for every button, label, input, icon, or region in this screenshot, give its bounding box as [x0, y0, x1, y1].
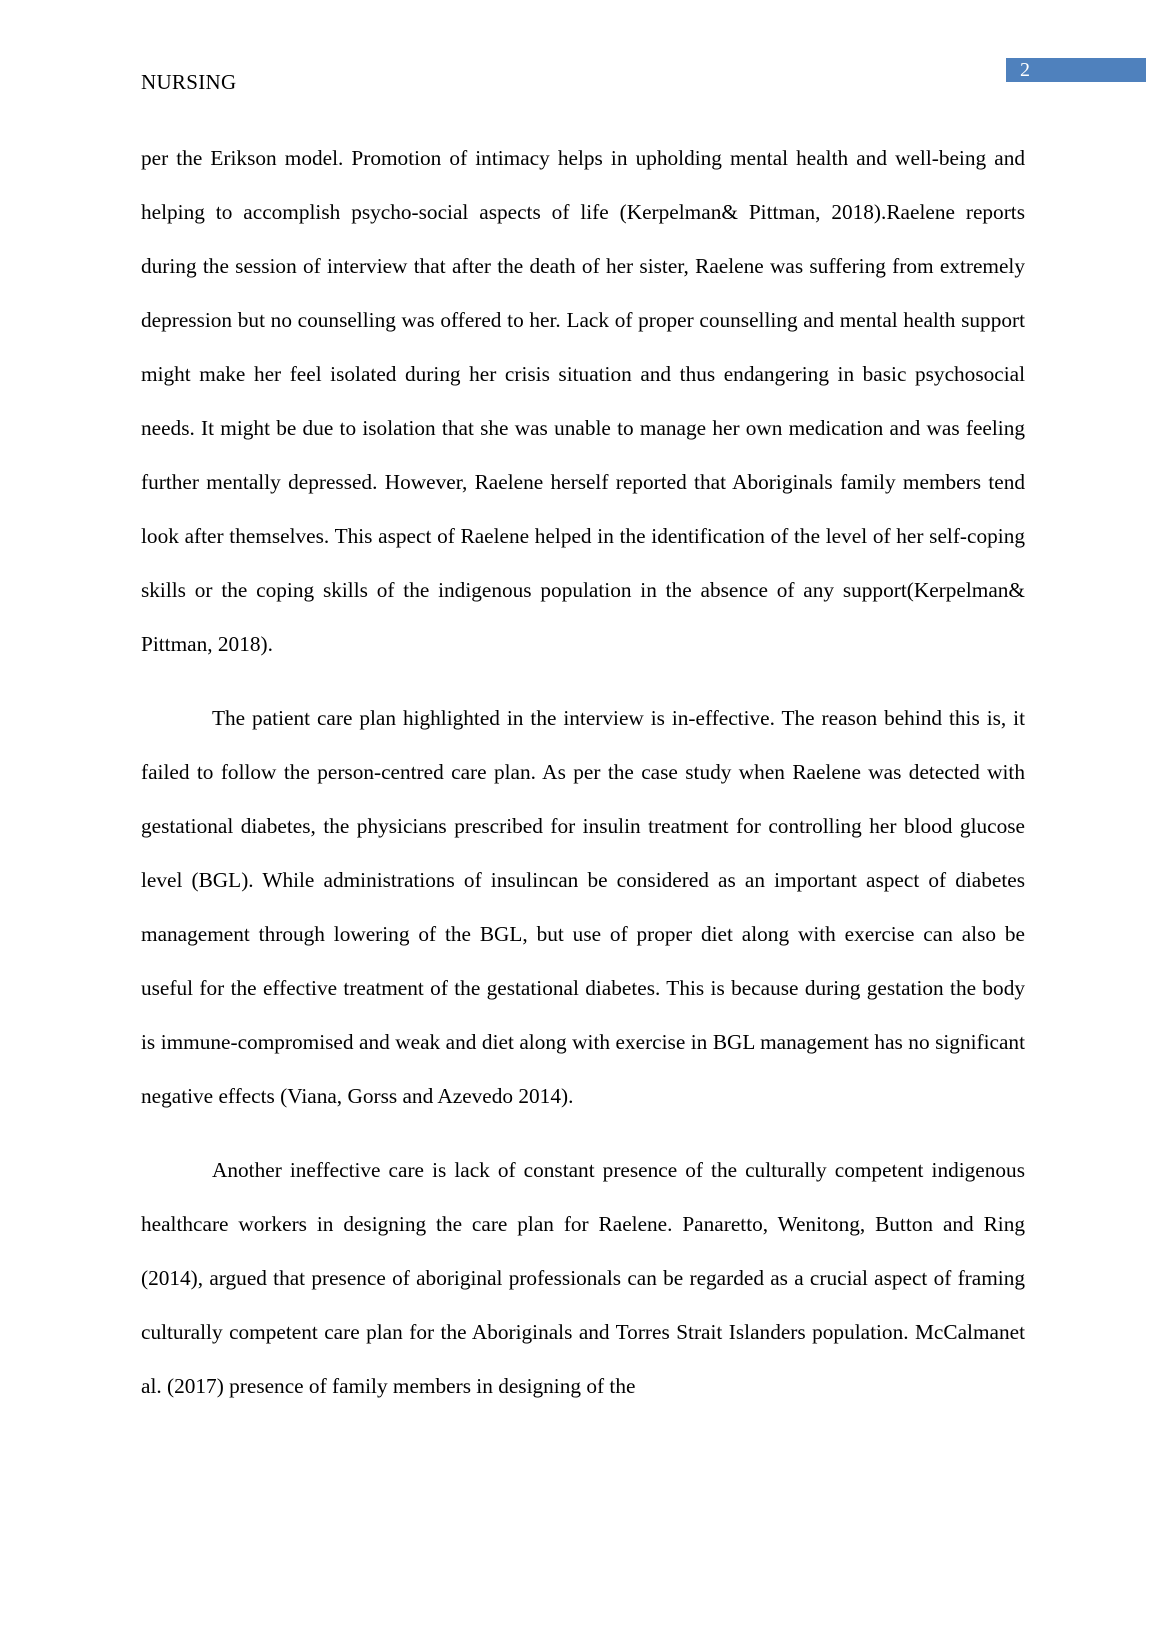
page-number: 2: [1020, 59, 1030, 81]
paragraph-1: per the Erikson model. Promotion of intimacy helps in upholding mental health and well-being and helping to accomplish psycho-social aspects of life (Kerpelman& Pittman, 2018).Raelene reports during the session of interview that after the death of her sister, Raelene was suffering from extremely depression but no counselling was offered to her. Lack of proper counselling and mental health support might make her feel isolated during her crisis situation and thus endangering in basic psychosocial needs. It might be due to isolation that she was unable to manage her own medication and was feeling further mentally depressed. However, Raelene herself reported that Aboriginals family members tend look after themselves. This aspect of Raelene helped in the identification of the level of her self-coping skills or the coping skills of the indigenous population in the absence of any support(Kerpelman& Pittman, 2018).: [141, 146, 1025, 656]
running-header: NURSING: [141, 70, 237, 94]
paragraph-2: The patient care plan highlighted in the interview is in-effective. The reason behind this is, it failed to follow the person-centred care plan. As per the case study when Raelene was detected with gestational diabetes, the physicians prescribed for insulin treatment for controlling her blood glucose level (BGL). While administrations of insulincan be considered as an important aspect of diabetes management through lowering of the BGL, but use of proper diet along with exercise can also be useful for the effective treatment of the gestational diabetes. This is because during gestation the body is immune-compromised and weak and diet along with exercise in BGL management has no significant negative effects (Viana, Gorss and Azevedo 2014).: [141, 706, 1025, 1108]
document-body: [141, 131, 1025, 1433]
paragraph-3: Another ineffective care is lack of constant presence of the culturally competent indigenous healthcare workers in designing the care plan for Raelene. Panaretto, Wenitong, Button and Ring (2014), argued that presence of aboriginal professionals can be regarded as a crucial aspect of framing culturally competent care plan for the Aboriginals and Torres Strait Islanders population. McCalmanet al. (2017) presence of family members in designing of the: [141, 1158, 1025, 1398]
page-number-badge: [1006, 58, 1146, 82]
